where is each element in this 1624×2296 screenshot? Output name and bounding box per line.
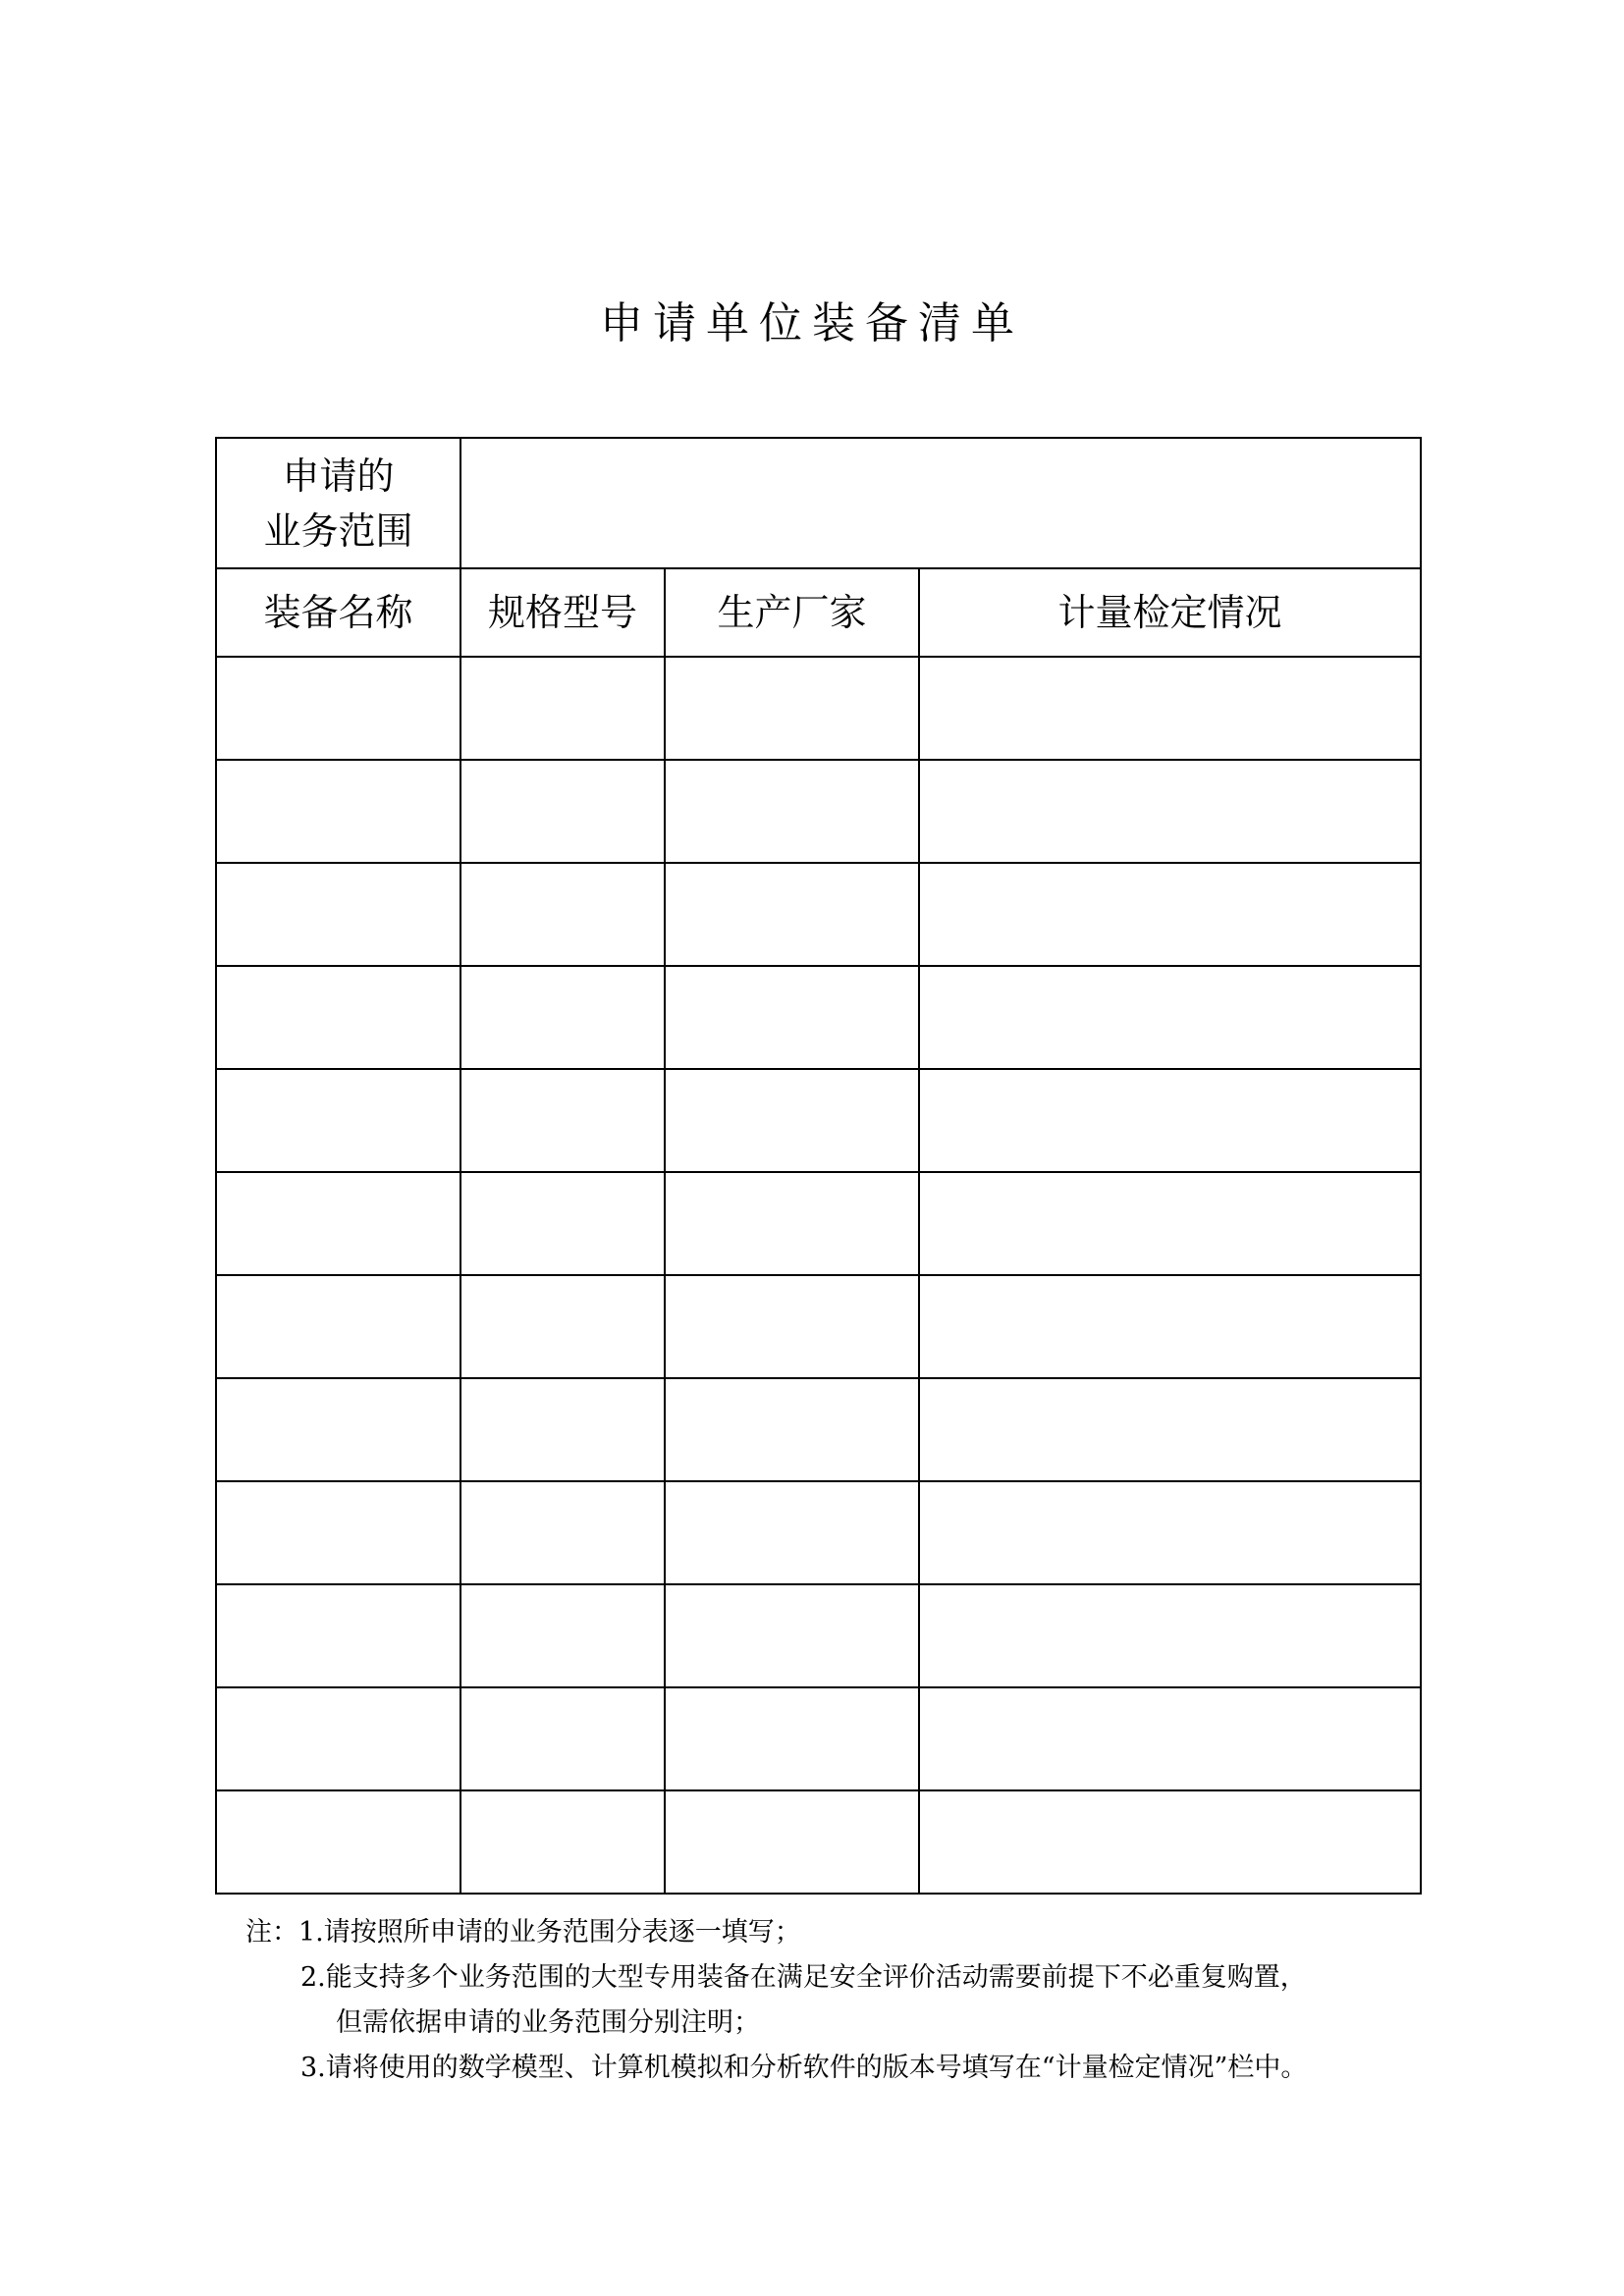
- note-item-1-text: 1.请按照所申请的业务范围分表逐一填写；: [298, 1917, 801, 1948]
- cell-calibration-status[interactable]: [919, 1687, 1421, 1790]
- cell-equipment-name[interactable]: [216, 1275, 460, 1378]
- note-item-2-continued: 但需依据申请的业务范围分别注明；: [336, 2007, 760, 2038]
- cell-manufacturer[interactable]: [665, 1790, 919, 1894]
- table-row: [216, 1584, 1421, 1687]
- cell-equipment-name[interactable]: [216, 1584, 460, 1687]
- cell-calibration-status[interactable]: [919, 1275, 1421, 1378]
- cell-equipment-name[interactable]: [216, 966, 460, 1069]
- business-scope-label: [216, 438, 460, 568]
- table-row: [216, 1790, 1421, 1894]
- cell-model-spec[interactable]: [460, 1481, 665, 1584]
- cell-manufacturer[interactable]: [665, 966, 919, 1069]
- cell-calibration-status[interactable]: [919, 1172, 1421, 1275]
- header-calibration-status: 计量检定情况: [919, 568, 1421, 657]
- cell-manufacturer[interactable]: [665, 760, 919, 863]
- note-item-1: [245, 1910, 1424, 1955]
- cell-model-spec[interactable]: [460, 966, 665, 1069]
- cell-calibration-status[interactable]: [919, 863, 1421, 966]
- equipment-table-body: [216, 438, 1421, 1894]
- cell-equipment-name[interactable]: [216, 1481, 460, 1584]
- page-title: 申请单位装备清单: [600, 298, 1024, 348]
- table-header-row: [216, 568, 1421, 657]
- cell-equipment-name[interactable]: [216, 760, 460, 863]
- table-row: [216, 1481, 1421, 1584]
- cell-manufacturer[interactable]: [665, 1378, 919, 1481]
- cell-equipment-name[interactable]: [216, 863, 460, 966]
- cell-model-spec[interactable]: [460, 1584, 665, 1687]
- cell-equipment-name[interactable]: [216, 1790, 460, 1894]
- cell-equipment-name[interactable]: [216, 657, 460, 760]
- cell-manufacturer[interactable]: [665, 1584, 919, 1687]
- table-row: [216, 1687, 1421, 1790]
- business-scope-field[interactable]: [460, 438, 1421, 568]
- table-row: [216, 1275, 1421, 1378]
- business-scope-label-line1: 申请的: [282, 454, 395, 498]
- cell-equipment-name[interactable]: [216, 1172, 460, 1275]
- note-item-2: 2.能支持多个业务范围的大型专用装备在满足安全评价活动需要前提下不必重复购置，: [300, 1962, 1307, 1993]
- table-row: [216, 966, 1421, 1069]
- cell-calibration-status[interactable]: [919, 1790, 1421, 1894]
- table-row: [216, 657, 1421, 760]
- cell-model-spec[interactable]: [460, 657, 665, 760]
- cell-manufacturer[interactable]: [665, 1481, 919, 1584]
- header-manufacturer: 生产厂家: [665, 568, 919, 657]
- cell-model-spec[interactable]: [460, 1172, 665, 1275]
- cell-manufacturer[interactable]: [665, 1687, 919, 1790]
- cell-model-spec[interactable]: [460, 1687, 665, 1790]
- cell-model-spec[interactable]: [460, 863, 665, 966]
- business-scope-label-line2: 业务范围: [263, 508, 413, 553]
- cell-calibration-status[interactable]: [919, 657, 1421, 760]
- cell-manufacturer[interactable]: [665, 863, 919, 966]
- table-row: [216, 760, 1421, 863]
- table-row: [216, 863, 1421, 966]
- cell-calibration-status[interactable]: [919, 966, 1421, 1069]
- cell-model-spec[interactable]: [460, 760, 665, 863]
- cell-calibration-status[interactable]: [919, 760, 1421, 863]
- cell-manufacturer[interactable]: [665, 1069, 919, 1172]
- cell-calibration-status[interactable]: [919, 1069, 1421, 1172]
- table-row: [216, 1172, 1421, 1275]
- cell-manufacturer[interactable]: [665, 1172, 919, 1275]
- table-row: [216, 1069, 1421, 1172]
- cell-calibration-status[interactable]: [919, 1378, 1421, 1481]
- notes-prefix: 注：: [245, 1917, 298, 1948]
- cell-calibration-status[interactable]: [919, 1584, 1421, 1687]
- cell-manufacturer[interactable]: [665, 1275, 919, 1378]
- cell-equipment-name[interactable]: [216, 1069, 460, 1172]
- equipment-table: [215, 437, 1422, 1895]
- header-model-spec: 规格型号: [460, 568, 665, 657]
- cell-model-spec[interactable]: [460, 1378, 665, 1481]
- cell-model-spec[interactable]: [460, 1275, 665, 1378]
- cell-model-spec[interactable]: [460, 1069, 665, 1172]
- cell-calibration-status[interactable]: [919, 1481, 1421, 1584]
- cell-manufacturer[interactable]: [665, 657, 919, 760]
- business-scope-row: [216, 438, 1421, 568]
- cell-equipment-name[interactable]: [216, 1687, 460, 1790]
- header-equipment-name: 装备名称: [216, 568, 460, 657]
- note-item-3: 3.请将使用的数学模型、计算机模拟和分析软件的版本号填写在“计量检定情况”栏中。: [300, 2053, 1308, 2083]
- notes-section: [245, 1910, 1424, 2091]
- table-row: [216, 1378, 1421, 1481]
- cell-model-spec[interactable]: [460, 1790, 665, 1894]
- cell-equipment-name[interactable]: [216, 1378, 460, 1481]
